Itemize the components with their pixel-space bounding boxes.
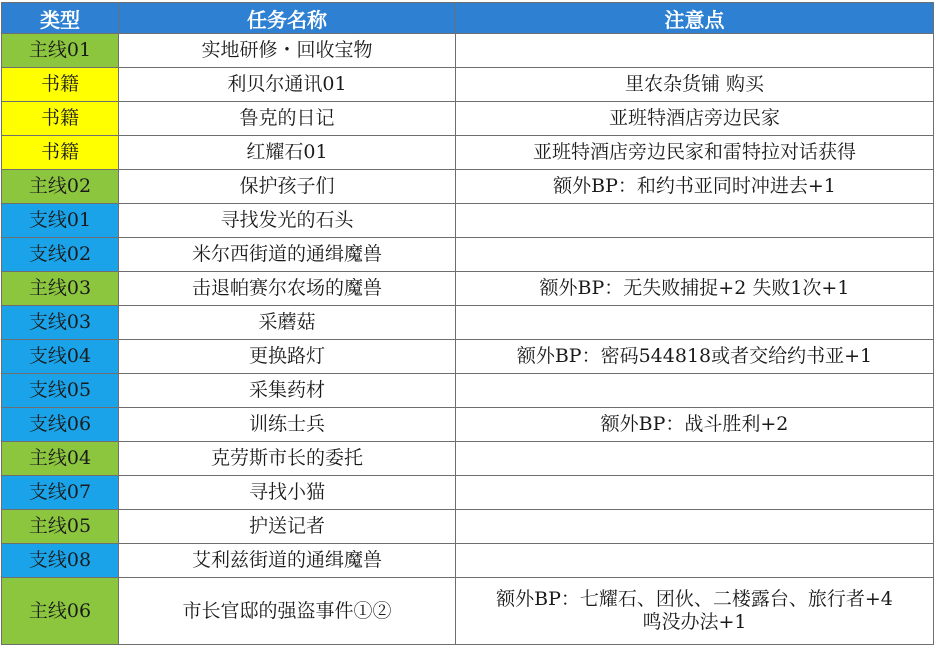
task-table: [1, 2, 934, 645]
task-name-cell: 红耀石01: [119, 136, 456, 170]
type-cell: 主线06: [2, 578, 119, 645]
table-row: [2, 272, 934, 306]
task-name-cell: 采集药材: [119, 374, 456, 408]
table-row: [2, 374, 934, 408]
type-cell: 主线04: [2, 442, 119, 476]
table-row: [2, 204, 934, 238]
table-body: [2, 34, 934, 645]
task-name-cell: 保护孩子们: [119, 170, 456, 204]
note-cell: 额外BP：和约书亚同时冲进去+1: [456, 170, 934, 204]
type-cell: 支线04: [2, 340, 119, 374]
task-name-cell: 实地研修・回收宝物: [119, 34, 456, 68]
note-cell: [456, 306, 934, 340]
table-row: [2, 306, 934, 340]
type-cell: 主线02: [2, 170, 119, 204]
table-row: [2, 408, 934, 442]
type-cell: 支线06: [2, 408, 119, 442]
task-name-cell: 击退帕赛尔农场的魔兽: [119, 272, 456, 306]
note-cell: [456, 510, 934, 544]
task-name-cell: 米尔西街道的通缉魔兽: [119, 238, 456, 272]
note-cell: 额外BP：无失败捕捉+2 失败1次+1: [456, 272, 934, 306]
table-row: [2, 510, 934, 544]
note-cell: 亚班特酒店旁边民家: [456, 102, 934, 136]
task-name-cell: 寻找小猫: [119, 476, 456, 510]
note-cell: [456, 476, 934, 510]
type-cell: 支线03: [2, 306, 119, 340]
table-row: [2, 68, 934, 102]
type-cell: 支线07: [2, 476, 119, 510]
note-cell: 里农杂货铺 购买: [456, 68, 934, 102]
task-name-cell: 克劳斯市长的委托: [119, 442, 456, 476]
type-cell: 支线01: [2, 204, 119, 238]
task-name-cell: 采蘑菇: [119, 306, 456, 340]
table-row: [2, 102, 934, 136]
type-cell: 书籍: [2, 68, 119, 102]
table-row: [2, 340, 934, 374]
task-name-cell: 鲁克的日记: [119, 102, 456, 136]
type-cell: 支线02: [2, 238, 119, 272]
table-row: [2, 34, 934, 68]
task-name-cell: 艾利兹街道的通缉魔兽: [119, 544, 456, 578]
note-cell: [456, 238, 934, 272]
header-task-name: 任务名称: [119, 3, 456, 34]
header-type: 类型: [2, 3, 119, 34]
note-cell: [456, 204, 934, 238]
task-name-cell: 更换路灯: [119, 340, 456, 374]
type-cell: 支线05: [2, 374, 119, 408]
note-cell: [456, 374, 934, 408]
table-row: [2, 544, 934, 578]
table-row: [2, 578, 934, 645]
note-cell: [456, 544, 934, 578]
type-cell: 主线05: [2, 510, 119, 544]
note-cell: [456, 34, 934, 68]
note-cell: 额外BP：七耀石、团伙、二楼露台、旅行者+4 鸣没办法+1: [456, 578, 934, 645]
note-cell: [456, 442, 934, 476]
task-name-cell: 护送记者: [119, 510, 456, 544]
header-notes: 注意点: [456, 3, 934, 34]
type-cell: 主线03: [2, 272, 119, 306]
table-row: [2, 136, 934, 170]
table-row: [2, 476, 934, 510]
type-cell: 书籍: [2, 136, 119, 170]
task-name-cell: 寻找发光的石头: [119, 204, 456, 238]
type-cell: 主线01: [2, 34, 119, 68]
type-cell: 书籍: [2, 102, 119, 136]
note-cell: 额外BP：密码544818或者交给约书亚+1: [456, 340, 934, 374]
type-cell: 支线08: [2, 544, 119, 578]
task-name-cell: 利贝尔通讯01: [119, 68, 456, 102]
header-row: [2, 3, 934, 34]
table-row: [2, 442, 934, 476]
task-name-cell: 市长官邸的强盗事件①②: [119, 578, 456, 645]
note-cell: 额外BP：战斗胜利+2: [456, 408, 934, 442]
note-cell: 亚班特酒店旁边民家和雷特拉对话获得: [456, 136, 934, 170]
table-row: [2, 170, 934, 204]
table-row: [2, 238, 934, 272]
task-name-cell: 训练士兵: [119, 408, 456, 442]
